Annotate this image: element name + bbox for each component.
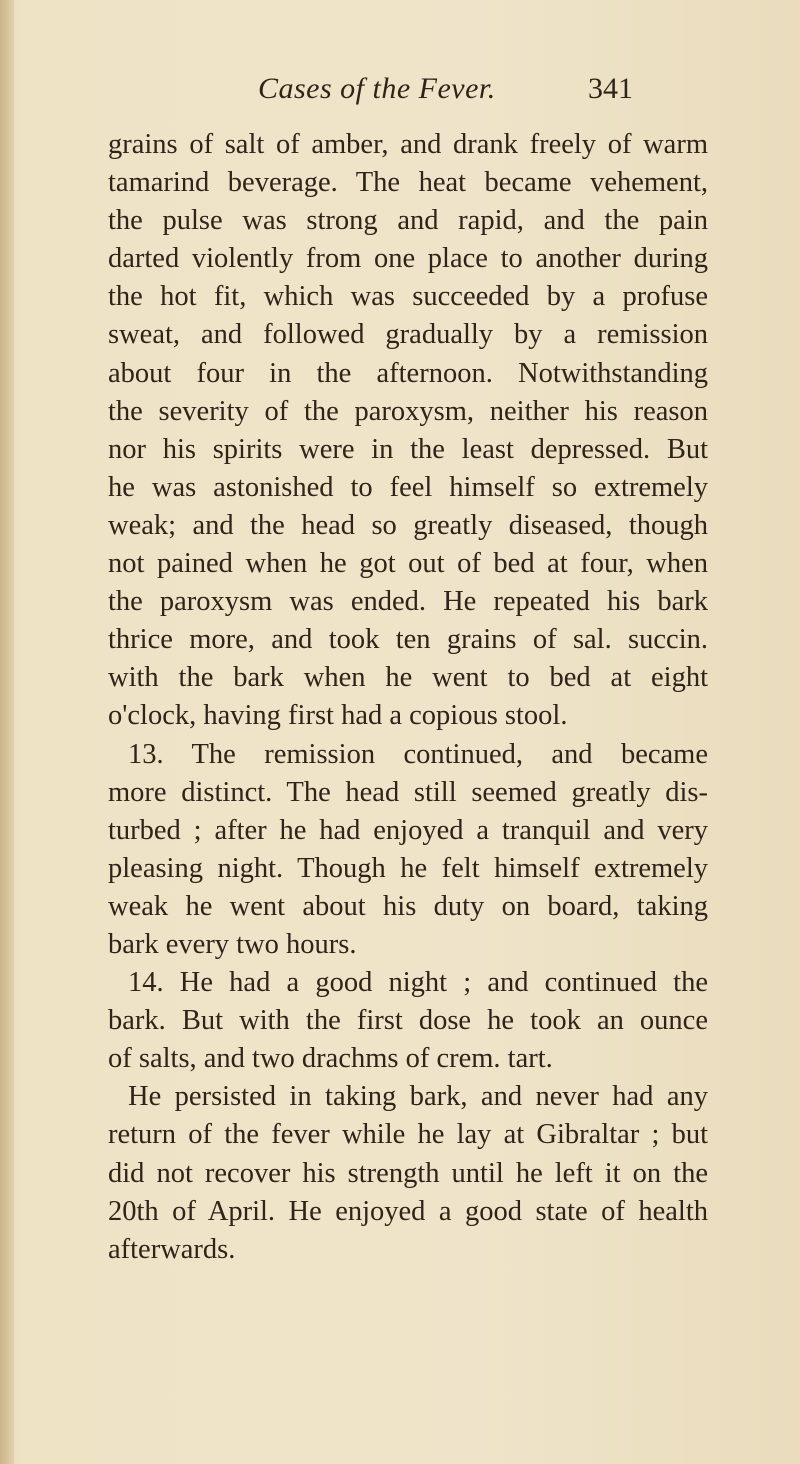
text-line: turbed ; after he had enjoyed a tranquil and very: [108, 814, 708, 846]
text-line: He persisted in taking bark, and never had any: [128, 1081, 708, 1113]
text-line: weak he went about his duty on board, taking: [108, 890, 708, 922]
text-line: weak; and the head so greatly diseased, though: [108, 509, 708, 541]
text-line: bark every two hours.: [108, 928, 357, 960]
text-line: pleasing night. Though he felt himself extremely: [108, 852, 708, 884]
text-line: the pulse was strong and rapid, and the pain: [108, 205, 708, 237]
text-line: bark. But with the first dose he took an ounce: [108, 1005, 708, 1037]
text-line: 13. The remission continued, and became: [128, 738, 708, 770]
text-line: more distinct. The head still seemed greatly dis-: [108, 776, 708, 808]
text-line: the severity of the paroxysm, neither his reason: [108, 395, 708, 427]
text-line: darted violently from one place to another during: [108, 243, 708, 275]
text-line: of salts, and two drachms of crem. tart.: [108, 1043, 553, 1075]
text-line: he was astonished to feel himself so extremely: [108, 471, 708, 503]
text-line: return of the fever while he lay at Gibraltar ; but: [108, 1119, 708, 1151]
text-line: did not recover his strength until he left it on the: [108, 1157, 708, 1189]
running-head-title: Cases of the Fever.: [258, 72, 496, 105]
text-line: afterwards.: [108, 1233, 236, 1265]
body-text: [108, 126, 708, 1269]
page-gutter-shadow: [0, 0, 14, 1464]
text-line: 20th of April. He enjoyed a good state of health: [108, 1195, 708, 1227]
text-line: not pained when he got out of bed at four, when: [108, 548, 708, 580]
text-line: the paroxysm was ended. He repeated his bark: [108, 586, 708, 618]
page-number: 341: [588, 72, 633, 105]
text-line: tamarind beverage. The heat became vehement,: [108, 167, 708, 199]
running-head: [258, 72, 658, 112]
text-line: with the bark when he went to bed at eight: [108, 662, 708, 694]
text-line: sweat, and followed gradually by a remission: [108, 319, 708, 351]
text-line: about four in the afternoon. Notwithstanding: [108, 357, 708, 389]
text-line: nor his spirits were in the least depressed. But: [108, 433, 708, 465]
text-line: grains of salt of amber, and drank freely of warm: [108, 129, 708, 160]
text-line: thrice more, and took ten grains of sal. succin.: [108, 624, 708, 656]
text-line: 14. He had a good night ; and continued the: [128, 967, 708, 999]
text-line: the hot fit, which was succeeded by a profuse: [108, 281, 708, 313]
text-line: o'clock, having first had a copious stool.: [108, 700, 568, 732]
